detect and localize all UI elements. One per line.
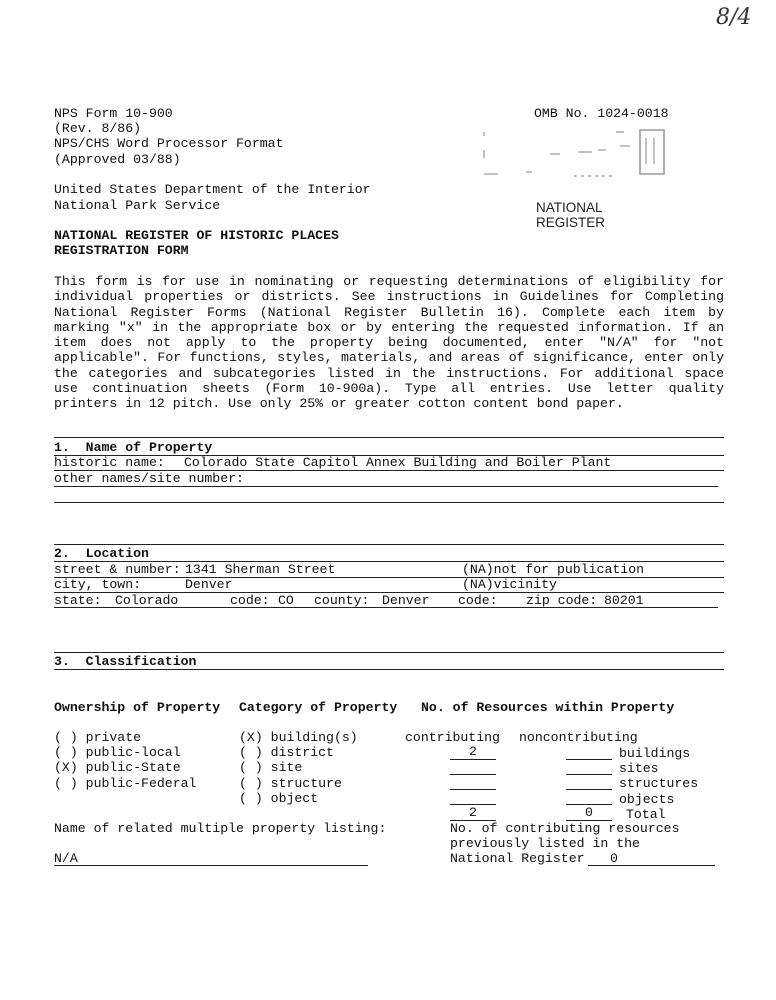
noncontributing-sites-line — [566, 774, 612, 775]
noncontributing-structures-line — [566, 789, 612, 790]
zip-label: zip code: — [526, 593, 598, 608]
stamp-national: NATIONAL — [536, 200, 603, 215]
section2-top-rule — [54, 544, 724, 545]
form-subtitle: REGISTRATION FORM — [54, 243, 189, 258]
ownership-public-federal: ( ) public-Federal — [54, 776, 197, 791]
multiple-listing-label: Name of related multiple property listing: — [54, 821, 387, 836]
multiple-listing-rule — [54, 865, 368, 866]
street-label: street & number: — [54, 562, 181, 577]
state-rule — [54, 607, 718, 608]
other-names-label: other names/site number: — [54, 471, 244, 486]
category-object: ( ) object — [239, 791, 319, 806]
ownership-heading: Ownership of Property — [54, 700, 221, 715]
noncontributing-label: noncontributing — [519, 730, 638, 745]
noncontributing-buildings-line — [566, 759, 612, 760]
section1-bottom-rule — [54, 502, 724, 503]
historic-name-label: historic name: — [54, 455, 165, 470]
zip-value: 80201 — [604, 593, 644, 608]
previously-listed-line3: National Register — [450, 851, 585, 866]
resources-heading: No. of Resources within Property — [421, 700, 675, 715]
category-structure: ( ) structure — [239, 776, 342, 791]
street-rule — [54, 577, 724, 578]
category-heading: Category of Property — [239, 700, 398, 715]
ownership-public-local: ( ) public-local — [54, 745, 181, 760]
contributing-structures-line — [450, 789, 496, 790]
state-label: state: — [54, 593, 102, 608]
omb-number: OMB No. 1024-0018 — [534, 106, 669, 121]
form-title: NATIONAL REGISTER OF HISTORIC PLACES — [54, 228, 339, 243]
section3-heading-rule — [54, 669, 724, 670]
code-label: code: — [230, 593, 270, 608]
agency-department: United States Department of the Interior — [54, 182, 371, 197]
resource-sites-label: sites — [619, 761, 659, 776]
resource-buildings-label: buildings — [619, 746, 691, 761]
form-approved: (Approved 03/88) — [54, 152, 181, 167]
city-value: Denver — [185, 577, 233, 592]
resource-structures-label: structures — [619, 776, 699, 791]
category-buildings: (X) building(s) — [239, 730, 358, 745]
noncontributing-total: 0 — [585, 805, 593, 820]
section3-heading: 3. Classification — [54, 654, 197, 669]
county-code-label: code: — [458, 593, 498, 608]
received-stamp-marks — [480, 124, 670, 186]
other-names-rule — [54, 486, 718, 487]
agency-service: National Park Service — [54, 198, 221, 213]
county-value: Denver — [382, 593, 430, 608]
ownership-private: ( ) private — [54, 730, 142, 745]
resource-objects-label: objects — [619, 792, 675, 807]
previously-listed-line1: No. of contributing resources — [450, 821, 680, 836]
form-number: NPS Form 10-900 — [54, 106, 173, 121]
previously-listed-line2: previously listed in the — [450, 836, 640, 851]
resource-total-label: Total — [626, 807, 666, 822]
multiple-listing-value: N/A — [54, 851, 78, 866]
instructions-paragraph: This form is for use in nominating or requesting determinations of eligibility for individual properties or districts. See instructions in Guidelines for Completing National Register Forms (National Register Bulletin 16). Complete each item by marking "x" in the appropriate box or by entering the requested information. If an item does not apply to the property being documented, enter "N/A" for "not applicable". For functions, styles, materials, and areas of significance, enter only the categories and subcategories listed in the instructions. For additional space use continuation sheets (Form 10-900a). Type all entries. Use letter quality printers in 12 pitch. Use only 25% or greater cotton content bond paper. — [54, 274, 724, 412]
section1-top-rule — [54, 437, 724, 438]
ownership-public-state: (X) public-State — [54, 760, 181, 775]
handwritten-note: 8/4 — [716, 5, 752, 30]
street-value: 1341 Sherman Street — [185, 562, 336, 577]
previously-listed-rule — [588, 865, 715, 866]
contributing-total: 2 — [469, 805, 477, 820]
previously-listed-value: 0 — [610, 851, 618, 866]
state-value: Colorado — [115, 593, 179, 608]
vicinity: (NA)vicinity — [462, 577, 557, 592]
county-label: county: — [314, 593, 370, 608]
section1-heading: 1. Name of Property — [54, 440, 213, 455]
form-format: NPS/CHS Word Processor Format — [54, 136, 284, 151]
contributing-sites-line — [450, 774, 496, 775]
section2-heading: 2. Location — [54, 546, 149, 561]
contributing-label: contributing — [405, 730, 500, 745]
city-label: city, town: — [54, 577, 142, 592]
stamp-register: REGISTER — [536, 215, 606, 230]
category-site: ( ) site — [239, 760, 303, 775]
category-district: ( ) district — [239, 745, 334, 760]
section3-top-rule — [54, 652, 724, 653]
form-revision: (Rev. 8/86) — [54, 121, 142, 136]
historic-name-value: Colorado State Capitol Annex Building and Boiler Plant — [184, 455, 612, 470]
not-for-publication: (NA)not for publication — [462, 562, 645, 577]
contributing-buildings: 2 — [469, 744, 477, 759]
contributing-buildings-line — [450, 759, 496, 760]
code-value: CO — [278, 593, 294, 608]
